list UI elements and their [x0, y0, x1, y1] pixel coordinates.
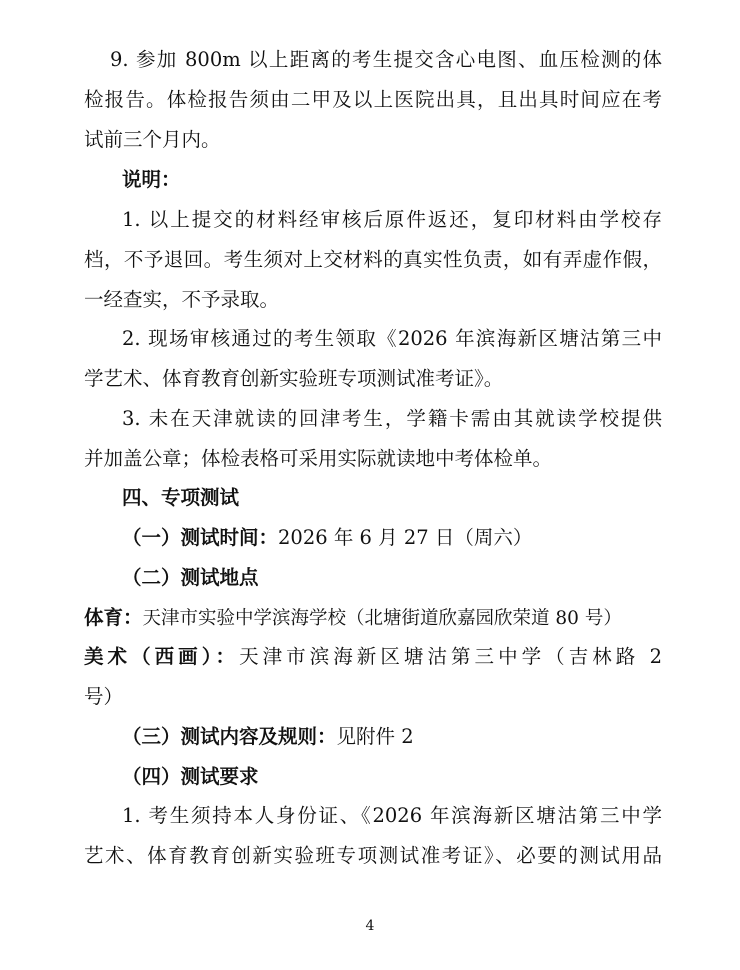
note2-line1: 2. 现场审核通过的考生领取《2026 年滨海新区塘沽第三中 — [122, 327, 662, 350]
test-time-label: （一）测试时间： — [122, 526, 279, 549]
test-time-row — [122, 524, 700, 552]
test-content-label: （三）测试内容及规则： — [122, 725, 337, 748]
test-content-row — [122, 723, 700, 751]
note1-line3: 一经查实，不予录取。 — [84, 288, 280, 311]
note3-line2: 并加盖公章；体检表格可采用实际就读地中考体检单。 — [84, 447, 553, 470]
note1-line1: 1. 以上提交的材料经审核后原件返还，复印材料由学校存 — [122, 208, 662, 231]
page-number: 4 — [365, 918, 375, 934]
venue-art-row — [84, 643, 662, 671]
item9-line3: 试前三个月内。 — [84, 128, 221, 151]
notes-heading: 说明： — [122, 168, 181, 191]
note2-line2: 学艺术、体育教育创新实验班专项测试准考证》。 — [84, 367, 504, 390]
req1-line1: 1. 考生须持本人身份证、《2026 年滨海新区塘沽第三中学 — [122, 804, 662, 827]
venue-art-continued: 号） — [84, 685, 124, 708]
venue-pe-value: 天津市实验中学滨海学校（北塘街道欣嘉园欣荣道 80 号） — [142, 608, 622, 629]
note3-line1: 3. 未在天津就读的回津考生，学籍卡需由其就读学校提供 — [122, 407, 662, 430]
venue-art-label: 美术（西画）： — [84, 645, 240, 668]
venue-pe-label: 体育： — [84, 606, 143, 629]
section4-heading: 四、专项测试 — [122, 486, 240, 509]
note1-line2: 档，不予退回。考生须对上交材料的真实性负责，如有弄虚作假， — [84, 248, 662, 271]
item9-line2: 检报告。体检报告须由二甲及以上医院出具，且出具时间应在考 — [84, 88, 662, 111]
req1-line2: 艺术、体育教育创新实验班专项测试准考证》、必要的测试用品 — [84, 844, 662, 867]
test-location-heading: （二）测试地点 — [122, 566, 259, 589]
test-content-value: 见附件 2 — [336, 725, 414, 748]
test-requirements-heading: （四）测试要求 — [122, 765, 259, 788]
test-time-value: 2026 年 6 月 27 日（周六） — [278, 526, 533, 549]
venue-art-value: 天津市滨海新区塘沽第三中学（吉林路 2 — [239, 645, 662, 668]
item9-line1: 9. 参加 800m 以上距离的考生提交含心电图、血压检测的体 — [110, 48, 662, 71]
venue-pe-row — [84, 604, 662, 633]
